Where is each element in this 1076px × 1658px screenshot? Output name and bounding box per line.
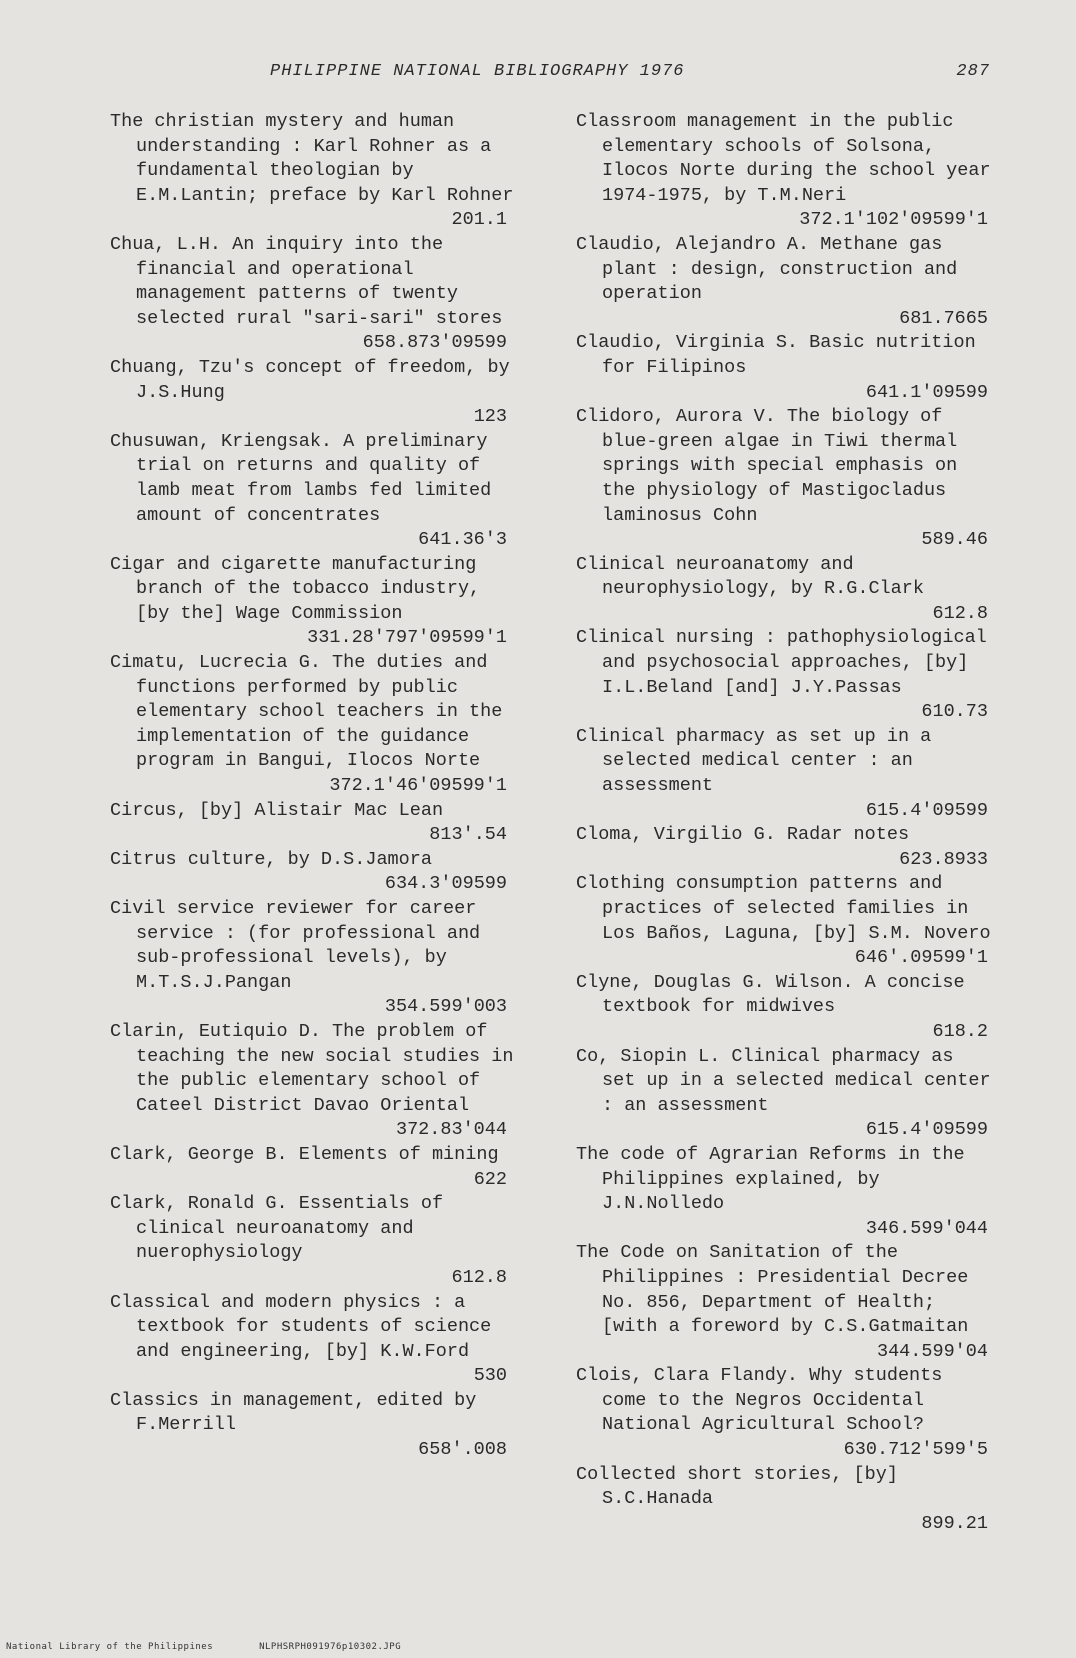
- entry-class-number: 530: [473, 1365, 507, 1387]
- entry-class-number: 618.2: [932, 1020, 988, 1042]
- entry-class-number: 344.599'04: [876, 1340, 988, 1362]
- entry-text: Classroom management in the public elementary schools of Solsona, Ilocos Norte during the school year 1974-1975, by T.M.Neri: [576, 111, 991, 206]
- entry-text: Classics in management, edited by F.Merrill: [110, 1389, 477, 1436]
- bibliography-entry: [576, 1241, 996, 1364]
- bibliography-entry: [110, 1020, 515, 1143]
- entry-text: Clinical neuroanatomy and neurophysiology, by R.G.Clark: [576, 553, 924, 600]
- entry-text: Clark, George B. Elements of mining: [110, 1143, 499, 1165]
- entry-class-number: 634.3'09599: [384, 873, 507, 895]
- right-column: [576, 110, 996, 1536]
- entry-text: Claudio, Virginia S. Basic nutrition for Filipinos: [576, 332, 976, 378]
- bibliography-entry: [576, 405, 996, 553]
- bibliography-entry: [576, 872, 996, 970]
- entry-class-number: 899.21: [921, 1512, 988, 1534]
- bibliography-entry: [110, 1143, 515, 1192]
- entry-class-number: 623.8933: [899, 848, 988, 870]
- entry-text: Classical and modern physics : a textbook for students of science and engineering, [by] K.W.Ford: [110, 1291, 492, 1362]
- bibliography-entry: [110, 110, 515, 233]
- bibliography-entry: [110, 1291, 515, 1389]
- entry-class-number: 610.73: [921, 701, 988, 723]
- page-title: PHILIPPINE NATIONAL BIBLIOGRAPHY 1976: [270, 62, 685, 81]
- bibliography-entry: [110, 430, 515, 553]
- entry-class-number: 372.83'044: [395, 1119, 507, 1141]
- bibliography-entry: [110, 848, 515, 897]
- bibliography-entry: [576, 1463, 996, 1537]
- bibliography-entry: [576, 725, 996, 823]
- entry-class-number: 630.712'599'5: [843, 1439, 988, 1461]
- page-footer: [6, 1642, 401, 1652]
- entry-class-number: 615.4'09599: [865, 799, 988, 821]
- bibliography-entry: [576, 331, 996, 405]
- entry-text: Cimatu, Lucrecia G. The duties and functions performed by public elementary school teachers in the implementation of the guidance program in Bangui, Ilocos Norte: [110, 652, 503, 772]
- entry-class-number: 641.36'3: [418, 529, 507, 551]
- entry-class-number: 641.1'09599: [865, 381, 988, 403]
- entry-text: The code of Agrarian Reforms in the Philippines explained, by J.N.Nolledo: [576, 1143, 965, 1215]
- bibliography-entry: [110, 799, 515, 848]
- page-number: 287: [956, 62, 990, 81]
- bibliography-entry: [576, 626, 996, 724]
- entry-text: The Code on Sanitation of the Philippines : Presidential Decree No. 856, Department of Health; [with a foreword by C.S.Gatmaitan: [576, 1242, 969, 1338]
- left-column: [110, 110, 515, 1463]
- entry-class-number: 201.1: [451, 209, 507, 231]
- entry-text: Chuang, Tzu's concept of freedom, by J.S.Hung: [110, 356, 510, 403]
- entry-text: The christian mystery and human understanding : Karl Rohner as a fundamental theologian by E.M.Lantin; preface by Karl Rohner: [110, 111, 514, 206]
- bibliography-entry: [576, 233, 996, 331]
- entry-class-number: 612.8: [451, 1266, 507, 1288]
- entry-class-number: 372.1'46'09599'1: [329, 775, 507, 797]
- entry-text: Clarin, Eutiquio D. The problem of teaching the new social studies in the public elementary school of Cateel District Davao Oriental: [110, 1020, 514, 1116]
- bibliography-entry: [576, 1045, 996, 1143]
- entry-class-number: 331.28'797'09599'1: [307, 627, 507, 649]
- footer-filename: NLPHSRPH091976p10302.JPG: [259, 1642, 402, 1652]
- entry-class-number: 622: [473, 1168, 507, 1190]
- bibliography-entry: [110, 1192, 515, 1290]
- entry-class-number: 646'.09599'1: [854, 947, 988, 969]
- entry-text: Claudio, Alejandro A. Methane gas plant : design, construction and operation: [576, 233, 958, 305]
- entry-text: Clinical pharmacy as set up in a selected medical center : an assessment: [576, 725, 932, 797]
- entry-text: Cigar and cigarette manufacturing branch of the tobacco industry, [by the] Wage Commission: [110, 553, 481, 624]
- bibliography-entry: [110, 356, 515, 430]
- bibliography-entry: [576, 1143, 996, 1241]
- bibliography-entry: [110, 651, 515, 799]
- entry-text: Chua, L.H. An inquiry into the financial and operational management patterns of twenty selected rural "sari-sari" stores: [110, 233, 503, 329]
- entry-text: Circus, [by] Alistair Mac Lean: [110, 799, 444, 821]
- entry-class-number: 589.46: [921, 529, 988, 551]
- bibliography-entry: [576, 1364, 996, 1462]
- footer-source: National Library of the Philippines: [6, 1642, 214, 1652]
- entry-class-number: 681.7665: [899, 307, 988, 329]
- entry-text: Chusuwan, Kriengsak. A preliminary trial on returns and quality of lamb meat from lambs fed limited amount of concentrates: [110, 430, 492, 526]
- bibliography-entry: [576, 823, 996, 872]
- entry-text: Clyne, Douglas G. Wilson. A concise textbook for midwives: [576, 971, 965, 1018]
- entry-text: Cloma, Virgilio G. Radar notes: [576, 824, 910, 846]
- entry-class-number: 612.8: [932, 602, 988, 624]
- entry-class-number: 615.4'09599: [865, 1119, 988, 1141]
- bibliography-entry: [110, 1389, 515, 1463]
- entry-text: Civil service reviewer for career service : (for professional and sub-professional levels), by M.T.S.J.Pangan: [110, 898, 481, 993]
- entry-text: Clark, Ronald G. Essentials of clinical neuroanatomy and nuerophysiology: [110, 1193, 444, 1264]
- bibliography-entry: [576, 553, 996, 627]
- bibliography-entry: [576, 971, 996, 1045]
- entry-text: Clothing consumption patterns and practices of selected families in Los Baños, Laguna, [by] S.M. Novero: [576, 873, 991, 944]
- entry-text: Co, Siopin L. Clinical pharmacy as set up in a selected medical center : an assessment: [576, 1045, 991, 1116]
- entry-class-number: 354.599'003: [384, 996, 507, 1018]
- bibliography-entry: [110, 897, 515, 1020]
- bibliography-entry: [110, 553, 515, 651]
- entry-class-number: 813'.54: [429, 824, 507, 846]
- bibliography-entry: [576, 110, 996, 233]
- bibliography-entry: [110, 233, 515, 356]
- entry-text: Clinical nursing : pathophysiological and psychosocial approaches, [by] I.L.Beland [and] J.Y.Passas: [576, 627, 987, 698]
- entry-class-number: 658'.008: [418, 1439, 507, 1461]
- entry-class-number: 658.873'09599: [362, 332, 507, 354]
- entry-text: Collected short stories, [by] S.C.Hanada: [576, 1463, 898, 1510]
- entry-text: Clidoro, Aurora V. The biology of blue-green algae in Tiwi thermal springs with special emphasis on the physiology of Mastigocladus laminosus Cohn: [576, 406, 958, 526]
- entry-text: Citrus culture, by D.S.Jamora: [110, 848, 432, 870]
- entry-class-number: 346.599'044: [865, 1217, 988, 1239]
- entry-class-number: 372.1'102'09599'1: [799, 209, 988, 231]
- entry-class-number: 123: [473, 406, 507, 428]
- entry-text: Clois, Clara Flandy. Why students come to the Negros Occidental National Agricultural School?: [576, 1365, 943, 1436]
